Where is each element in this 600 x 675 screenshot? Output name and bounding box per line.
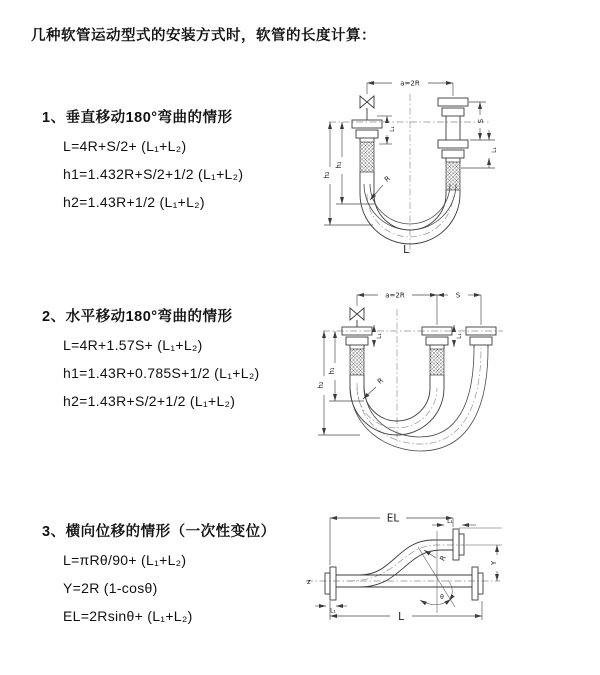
dim-label-h2: h₂ [323, 171, 331, 179]
diagram-vertical-180-bend [313, 72, 595, 267]
braided-hose-section [350, 349, 364, 375]
formula-L: L=πRθ/90+ (L₁+L₂) [63, 552, 187, 568]
dimensions [315, 513, 498, 624]
dim-label-l1-top: L₁ [447, 518, 453, 525]
hose-and-fittings [342, 308, 496, 451]
dim-label-l1: L₁ [456, 333, 463, 339]
radius-label: R [376, 376, 385, 386]
dim-label-el: EL [386, 512, 400, 525]
braided-hose-section [360, 142, 374, 172]
hose-and-fittings [325, 529, 483, 600]
dim-label-h1: h₁ [335, 161, 343, 169]
valve-icon [360, 96, 374, 120]
length-label: L [403, 244, 409, 256]
section-2-heading: 2、水平移动180°弯曲的情形 [42, 309, 233, 325]
dim-label-s: S [455, 291, 461, 300]
dim-label-l1-right: L₁ [491, 147, 498, 153]
dim-label-h2: h₂ [317, 381, 325, 389]
dim-label-s: S [477, 118, 485, 124]
formula-Y: Y=2R (1-cosθ) [63, 580, 158, 596]
section-3-heading: 3、横向位移的情形（一次性变位） [42, 524, 276, 540]
dimensions [317, 292, 481, 436]
dim-label-a2r: a=2R [400, 79, 420, 88]
centerlines [329, 94, 489, 256]
formula-h1: h1=1.432R+S/2+1/2 (L₁+L₂) [63, 166, 244, 182]
dimensions [323, 80, 498, 226]
formula-h2: h2=1.43R+S/2+1/2 (L₁+L₂) [63, 393, 236, 409]
section-1-heading: 1、垂直移动180°弯曲的情形 [42, 110, 233, 126]
page-title: 几种软管运动型式的安装方式时，软管的长度计算： [31, 28, 376, 44]
dim-label-l1-left: L₁ [389, 126, 396, 132]
diagram-lateral-displacement [298, 503, 600, 653]
construction-lines [418, 528, 502, 613]
annotations [424, 550, 448, 601]
formula-h2: h2=1.43R+1/2 (L₁+L₂) [63, 194, 205, 210]
dim-label-l1: L₁ [376, 333, 383, 339]
dim-label-a2r: a=2R [385, 291, 405, 300]
braided-hose-section [430, 349, 444, 375]
radius-label: R [438, 554, 448, 563]
section-vertical-movement [42, 104, 243, 216]
dim-label-l1-left: L₁ [330, 607, 336, 615]
section-horizontal-movement [42, 303, 260, 415]
dim-label-h1: h₁ [328, 367, 336, 375]
formula-L: L=4R+1.57S+ (L₁+L₂) [63, 337, 203, 353]
dim-label-l: L [398, 611, 404, 623]
datum-symbol: z [307, 578, 311, 586]
valve-icon [350, 308, 364, 327]
annotations [363, 376, 385, 399]
radius-label: R [383, 174, 392, 184]
angle-label: θ [440, 594, 444, 601]
dim-label-y: Y [490, 560, 498, 566]
formula-EL: EL=2Rsinθ+ (L₁+L₂) [63, 608, 193, 624]
formula-L: L=4R+S/2+ (L₁+L₂) [63, 138, 187, 154]
section-lateral-displacement [42, 518, 276, 630]
formula-h1: h1=1.43R+0.785S+1/2 (L₁+L₂) [63, 365, 260, 381]
diagram-horizontal-180-bend [308, 283, 600, 461]
braided-hose-section [446, 162, 460, 190]
